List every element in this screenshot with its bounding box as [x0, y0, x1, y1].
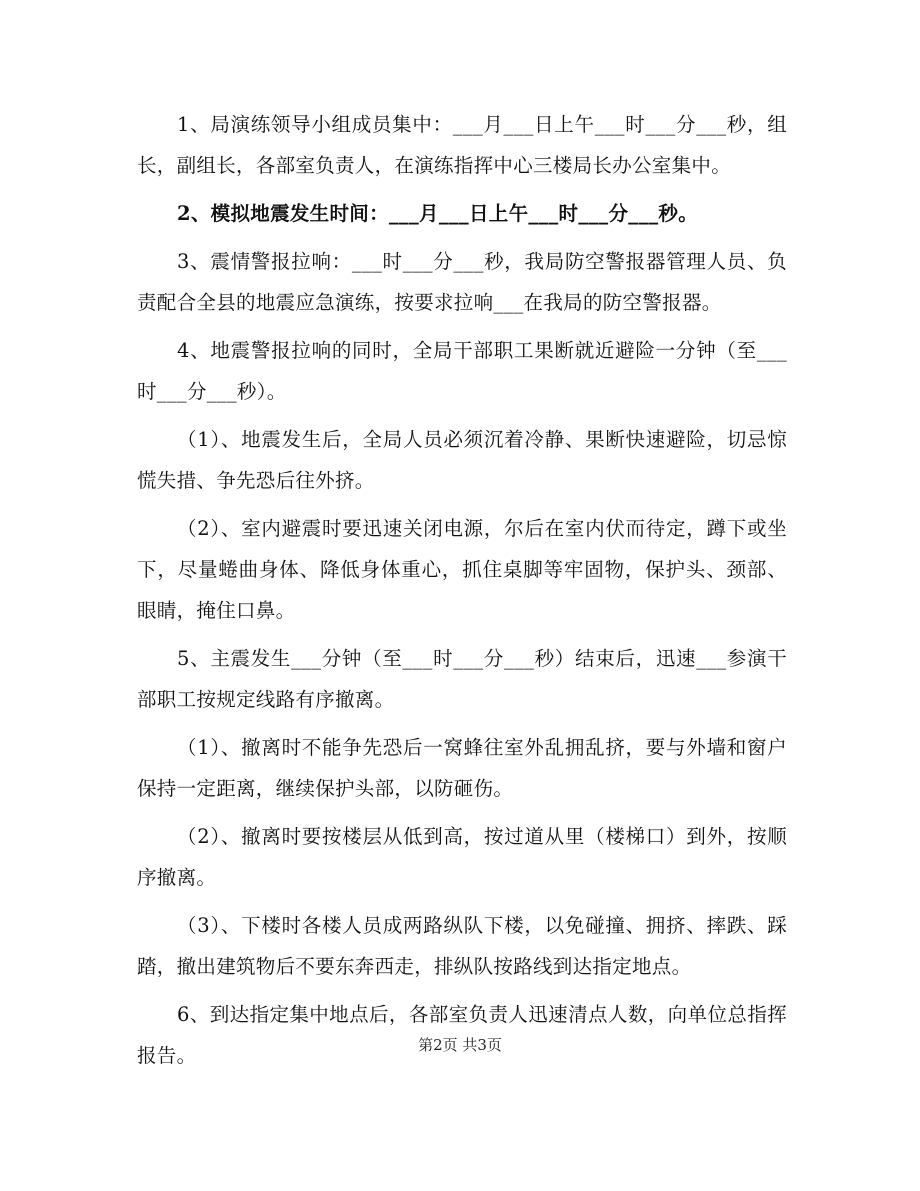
- paragraph-5-1: （1）、撤离时不能争先恐后一窝蜂往室外乱拥乱挤，要与外墙和窗户保持一定距离，继续保护头部，以防砸伤。: [137, 736, 787, 800]
- document-body: [137, 104, 787, 1083]
- paragraph-6: 6、到达指定集中地点后，各部室负责人迅速清点人数，向单位总指挥报告。: [137, 1003, 787, 1067]
- page-footer: 第2页 共3页: [418, 1036, 502, 1054]
- paragraph-5-3: （3）、下楼时各楼人员成两路纵队下楼，以免碰撞、拥挤、摔跌、踩踏，撤出建筑物后不要东奔西走，排纵队按路线到达指定地点。: [137, 914, 787, 978]
- paragraph-3: 3、震情警报拉响：___时___分___秒，我局防空警报器管理人员、负责配合全县的地震应急演练，按要求拉响___在我局的防空警报器。: [137, 250, 787, 314]
- paragraph-4-1: （1）、地震发生后，全局人员必须沉着冷静、果断快速避险，切忌惊慌失措、争先恐后往外挤。: [137, 428, 787, 492]
- paragraph-2: 2、模拟地震发生时间：___月___日上午___时___分___秒。: [177, 202, 699, 225]
- paragraph-5: 5、主震发生___分钟（至___时___分___秒）结束后，迅速___参演干部职工按规定线路有序撤离。: [137, 647, 787, 711]
- paragraph-4: 4、地震警报拉响的同时，全局干部职工果断就近避险一分钟（至___时___分___秒）。: [137, 339, 787, 403]
- paragraph-1: 1、局演练领导小组成员集中：___月___日上午___时___分___秒，组长，副组长，各部室负责人，在演练指挥中心三楼局长办公室集中。: [137, 113, 787, 177]
- paragraph-4-2: （2）、室内避震时要迅速关闭电源，尔后在室内伏而待定，蹲下或坐下，尽量蜷曲身体、降低身体重心，抓住桌脚等牢固物，保护头、颈部、眼睛，掩住口鼻。: [137, 517, 787, 622]
- paragraph-5-2: （2）、撤离时要按楼层从低到高，按过道从里（楼梯口）到外，按顺序撤离。: [137, 825, 787, 889]
